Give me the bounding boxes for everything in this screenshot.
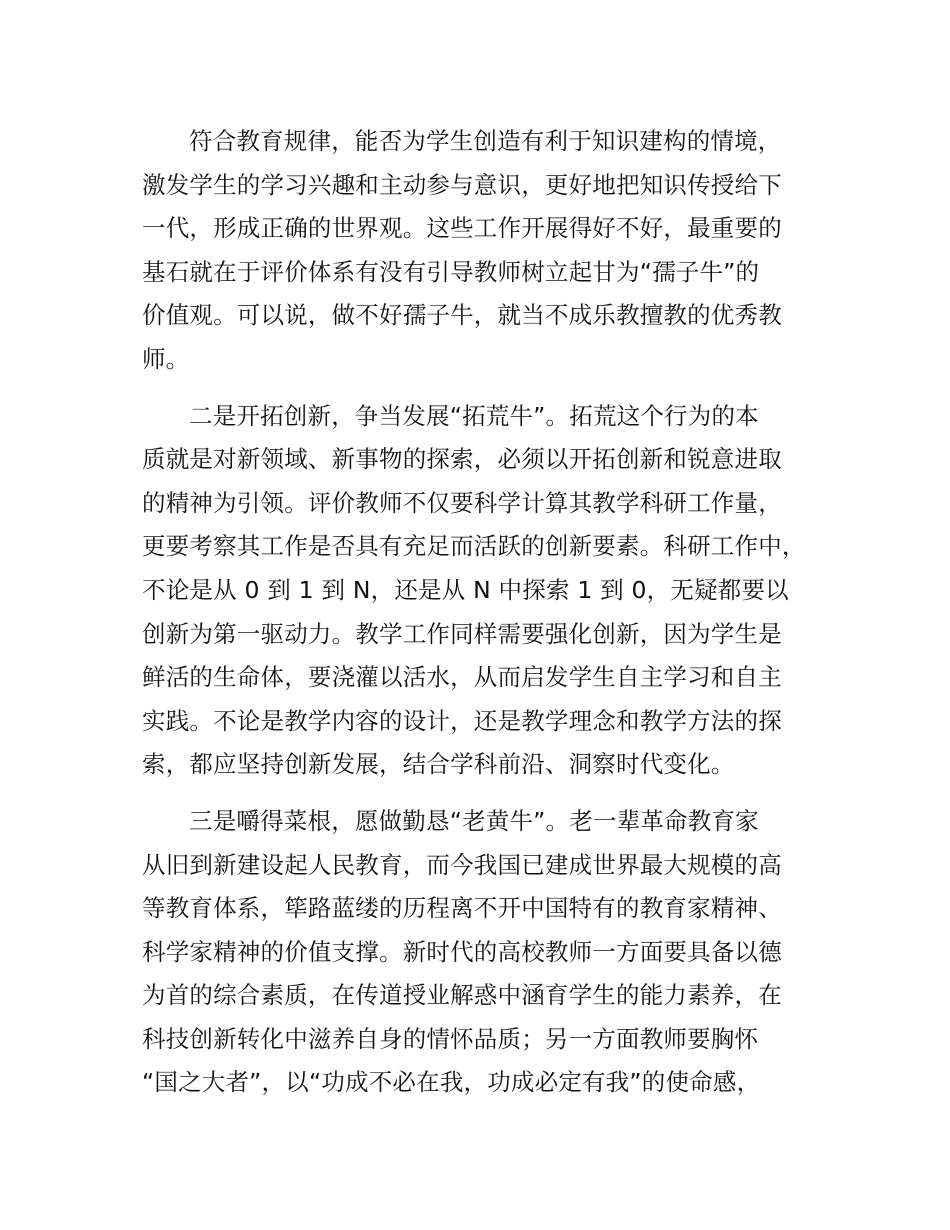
text-line: 实践。不论是教学内容的设计，还是教学理念和教学方法的探 [142, 706, 782, 735]
text-line: 师。 [142, 344, 190, 373]
document-page [142, 120, 842, 1105]
text-line: 价值观。可以说，做不好孺子牛，就当不成乐教擅教的优秀教 [142, 301, 782, 330]
text-line: 科技创新转化中滋养自身的情怀品质；另一方面教师要胸怀 [142, 1024, 759, 1053]
text-line: 不论是从 0 到 1 到 N，还是从 N 中探索 1 到 0，无疑都要以 [142, 575, 789, 604]
paragraph-3 [142, 800, 842, 1105]
paragraph-spacer [142, 787, 842, 800]
text-line: 更要考察其工作是否具有充足而活跃的创新要素。科研工作中， [142, 532, 806, 561]
text-line: 索，都应坚持创新发展，结合学科前沿、洞察时代变化。 [142, 750, 735, 779]
paragraph-2 [142, 395, 842, 787]
text-line: 符合教育规律，能否为学生创造有利于知识建构的情境， [189, 127, 782, 155]
text-line: 质就是对新领域、新事物的探索，必须以开拓创新和锐意进取 [142, 445, 782, 474]
text-line: 一代，形成正确的世界观。这些工作开展得好不好，最重要的 [142, 214, 782, 243]
text-line: 为首的综合素质，在传道授业解惑中涵育学生的能力素养，在 [142, 981, 782, 1010]
text-line: 三是嚼得菜根，愿做勤恳“老黄牛”。老一辈革命教育家 [189, 806, 759, 835]
text-line: 激发学生的学习兴趣和主动参与意识，更好地把知识传授给下 [142, 170, 782, 199]
paragraph-1 [142, 120, 842, 382]
text-line: “国之大者”，以“功成不必在我，功成必定有我”的使命感， [142, 1068, 761, 1097]
text-line: 创新为第一驱动力。教学工作同样需要强化创新，因为学生是 [142, 619, 782, 648]
text-line: 鲜活的生命体，要浇灌以活水，从而启发学生自主学习和自主 [142, 663, 782, 692]
text-line: 科学家精神的价值支撑。新时代的高校教师一方面要具备以德 [142, 937, 782, 966]
text-line: 二是开拓创新，争当发展“拓荒牛”。拓荒这个行为的本 [189, 401, 759, 430]
text-line: 等教育体系，筚路蓝缕的历程离不开中国特有的教育家精神、 [142, 894, 782, 923]
text-line: 的精神为引领。评价教师不仅要科学计算其教学科研工作量， [142, 488, 782, 517]
paragraph-spacer [142, 382, 842, 395]
text-line: 基石就在于评价体系有没有引导教师树立起甘为“孺子牛”的 [142, 257, 760, 286]
text-line: 从旧到新建设起人民教育，而今我国已建成世界最大规模的高 [142, 850, 782, 879]
